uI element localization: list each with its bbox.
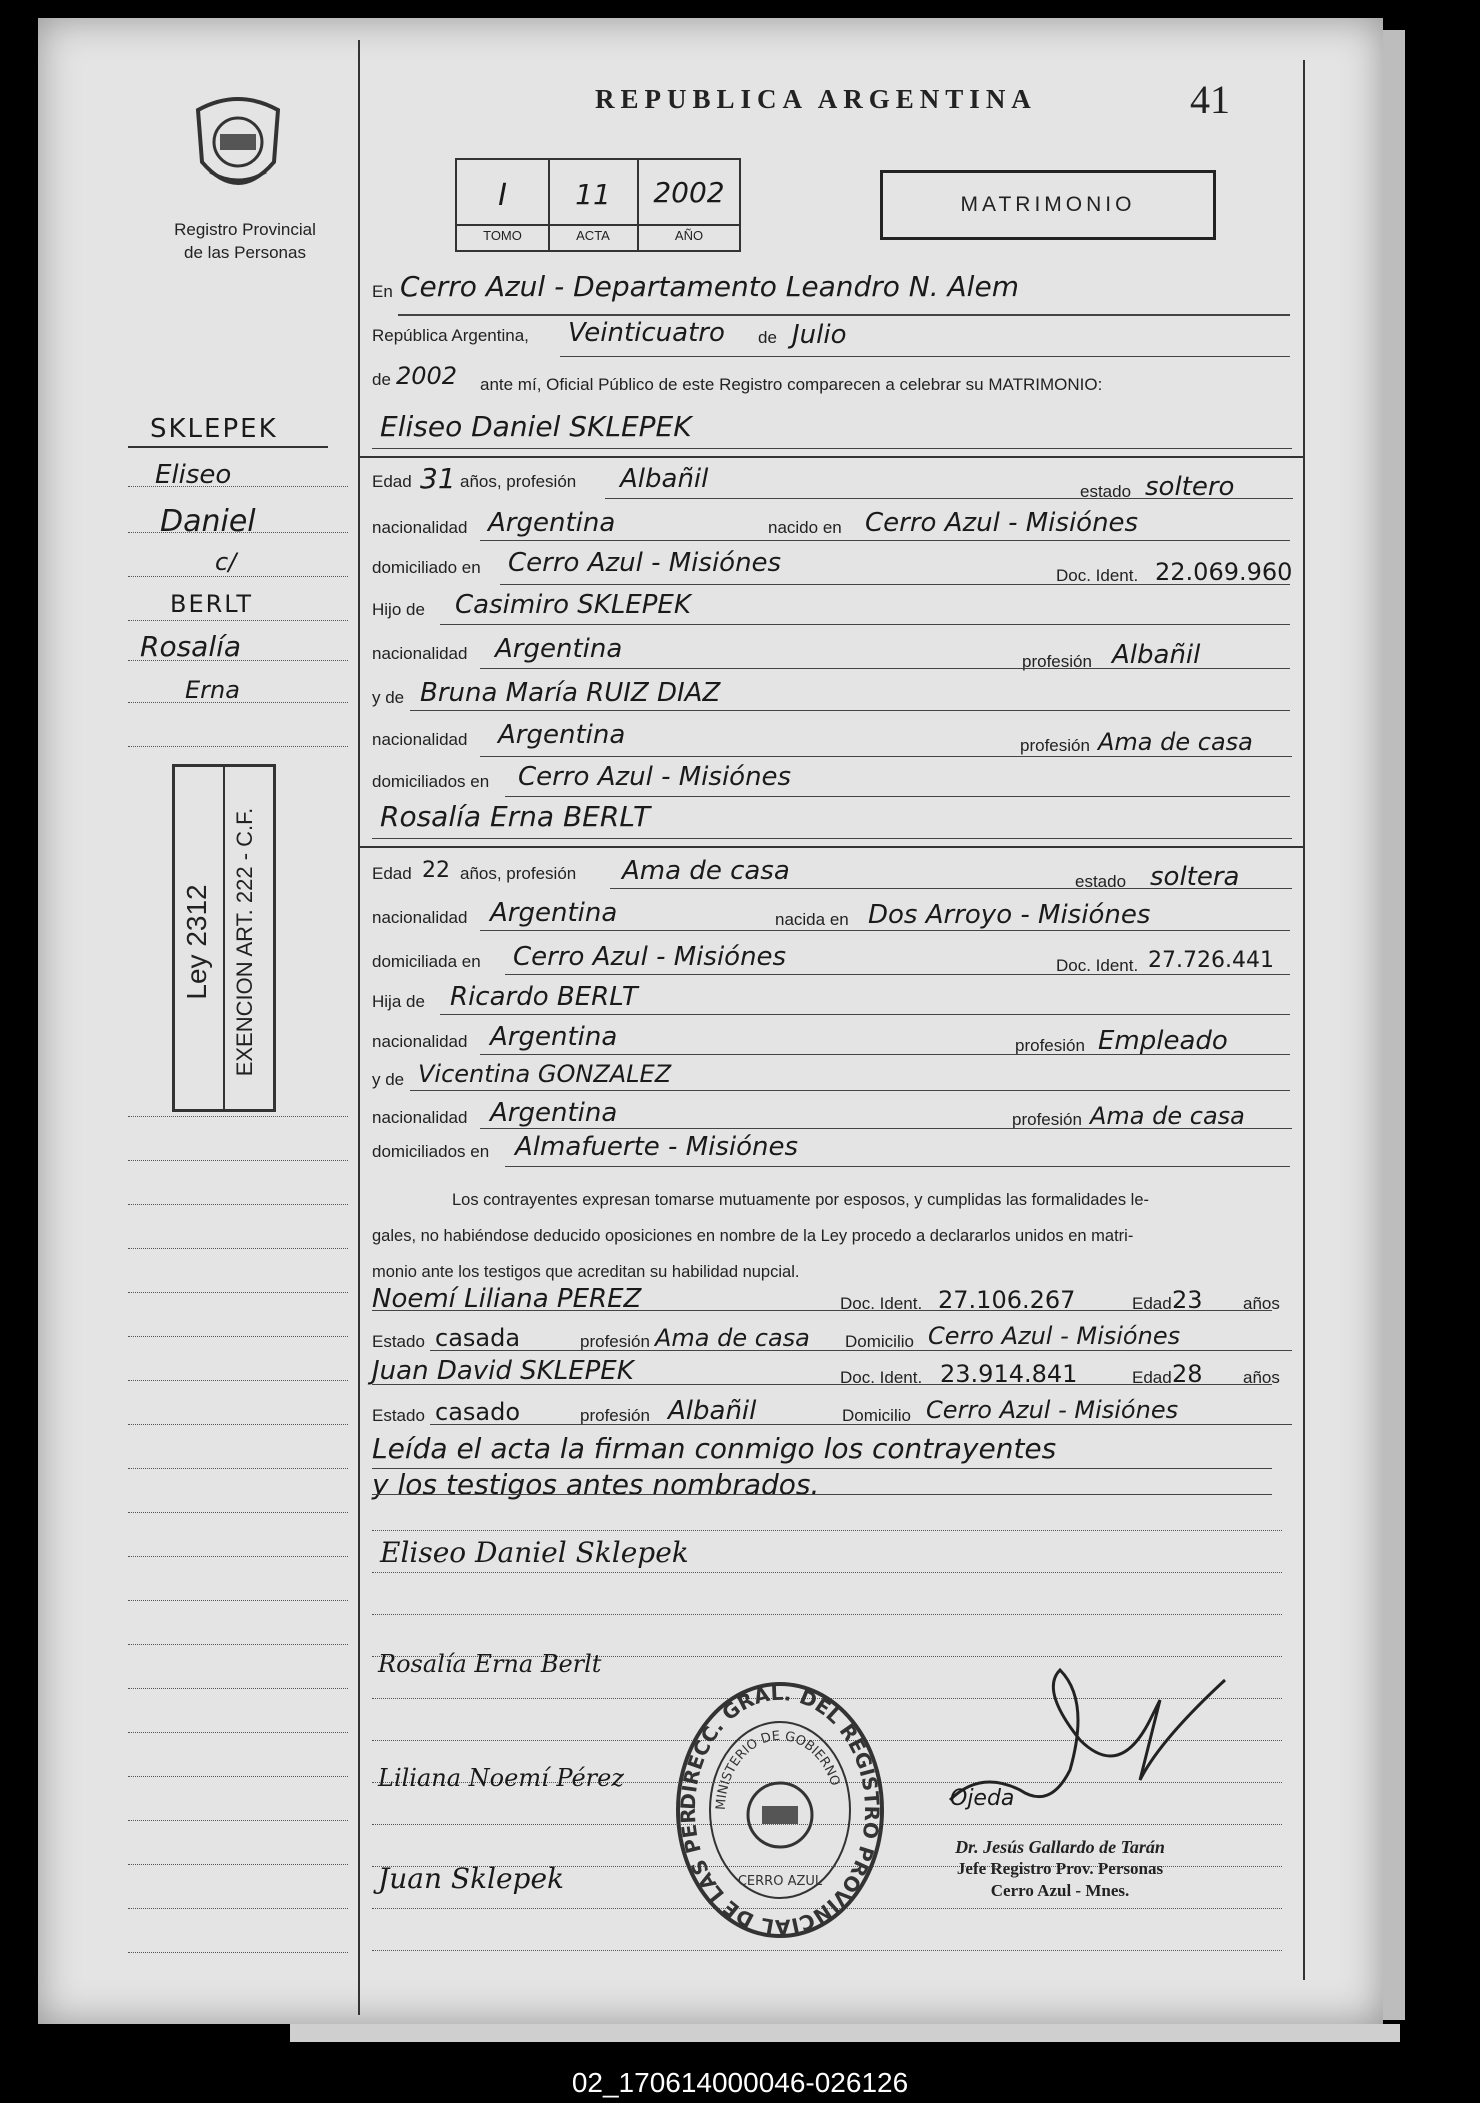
witness2-estado-label: Estado bbox=[372, 1406, 425, 1425]
bride-father: Ricardo BERLT bbox=[450, 982, 638, 1012]
declaration-line1: Los contrayentes expresan tomarse mutuamente por esposos, y cumplidas las formalidades le- bbox=[452, 1191, 1150, 1209]
intro-text: ante mí, Oficial Público de este Registro comparecen a celebrar su MATRIMONIO: bbox=[480, 375, 1103, 394]
margin-name1a: Eliseo bbox=[155, 460, 232, 490]
tomo-acta-box bbox=[455, 158, 741, 252]
groom-full-name: Eliseo Daniel SKLEPEK bbox=[380, 410, 692, 443]
groom-mother: Bruna María RUIZ DIAZ bbox=[420, 678, 721, 708]
book-edge-bottom bbox=[290, 2024, 1400, 2042]
groom-mother-nat-label: nacionalidad bbox=[372, 730, 468, 749]
closing-line1: Leída el acta la firman conmigo los contrayentes bbox=[372, 1432, 1057, 1465]
bride-parents-dom: Almafuerte - Misiónes bbox=[515, 1132, 799, 1162]
year-label: de bbox=[372, 370, 391, 389]
record-type-box: MATRIMONIO bbox=[880, 170, 1216, 240]
bride-mother-prof: Ama de casa bbox=[1090, 1102, 1245, 1130]
groom-domicile: Cerro Azul - Misiónes bbox=[508, 548, 782, 578]
bride-father-nat-label: nacionalidad bbox=[372, 1032, 468, 1051]
closing-line2: y los testigos antes nombrados. bbox=[372, 1468, 820, 1501]
bride-age: 22 bbox=[422, 858, 450, 883]
groom-father-nat-label: nacionalidad bbox=[372, 644, 468, 663]
witness1-domicilio-label: Domicilio bbox=[845, 1332, 914, 1351]
groom-doc: 22.069.960 bbox=[1155, 558, 1293, 586]
stamp-ley: Ley 2312 bbox=[181, 884, 212, 1000]
exemption-stamp bbox=[172, 764, 276, 1112]
groom-edad-label: Edad bbox=[372, 472, 412, 491]
witness2-anos-label: años bbox=[1243, 1368, 1280, 1387]
bride-dom-label: domiciliada en bbox=[372, 952, 481, 971]
groom-parents-dom: Cerro Azul - Misiónes bbox=[518, 762, 792, 792]
groom-birthplace: Cerro Azul - Misiónes bbox=[865, 508, 1139, 538]
witness1-profession: Ama de casa bbox=[655, 1324, 810, 1352]
groom-mother-prof: Ama de casa bbox=[1098, 728, 1253, 756]
declaration-line2: gales, no habiéndose deducido oposiciones en nombre de la Ley procedo a declararlos unidos en matri- bbox=[372, 1227, 1134, 1245]
bride-edad-label: Edad bbox=[372, 864, 412, 883]
bride-father-prof-label: profesión bbox=[1015, 1036, 1085, 1055]
groom-doc-label: Doc. Ident. bbox=[1056, 566, 1139, 585]
signature-witness1: Liliana Noemí Pérez bbox=[378, 1764, 624, 1792]
stamp-exencion: EXENCION ART. 222 - C.F. bbox=[232, 807, 257, 1077]
right-border bbox=[1303, 60, 1305, 1980]
groom-mother-prof-label: profesión bbox=[1020, 736, 1090, 755]
official-name: Dr. Jesús Gallardo de Tarán bbox=[955, 1837, 1165, 1857]
signature-witness2: Juan Sklepek bbox=[378, 1862, 565, 1895]
witness1-anos-label: años bbox=[1243, 1294, 1280, 1313]
witness1-age: 23 bbox=[1172, 1286, 1203, 1314]
witness1-edad-label: Edad bbox=[1132, 1294, 1172, 1313]
bride-father-nat: Argentina bbox=[490, 1022, 618, 1052]
witness1-estado: casada bbox=[435, 1324, 521, 1352]
official-stamp bbox=[910, 1836, 1210, 1902]
groom-nationality: Argentina bbox=[488, 508, 616, 538]
witness1-doc: 27.106.267 bbox=[938, 1286, 1076, 1314]
official-place: Cerro Azul - Mnes. bbox=[990, 1881, 1130, 1900]
witness1-estado-label: Estado bbox=[372, 1332, 425, 1351]
groom-estado: soltero bbox=[1145, 472, 1235, 502]
bride-birthplace: Dos Arroyo - Misiónes bbox=[868, 900, 1151, 930]
bride-hija-label: Hija de bbox=[372, 992, 425, 1011]
bride-nationality: Argentina bbox=[490, 898, 618, 928]
republica-label: República Argentina, bbox=[372, 326, 529, 345]
witness2-domicile: Cerro Azul - Misiónes bbox=[926, 1396, 1179, 1424]
margin-conj: c/ bbox=[215, 548, 237, 576]
groom-parents-dom-label: domiciliados en bbox=[372, 772, 490, 791]
registry-name: Registro Provincial de las Personas bbox=[174, 220, 316, 262]
anio-value: 2002 bbox=[653, 176, 725, 209]
country-title: REPUBLICA ARGENTINA bbox=[595, 84, 1037, 114]
witness2-edad-label: Edad bbox=[1132, 1368, 1172, 1387]
groom-hijo-label: Hijo de bbox=[372, 600, 425, 619]
margin-surname2: BERLT bbox=[170, 590, 254, 618]
bride-mother-nat-label: nacionalidad bbox=[372, 1108, 468, 1127]
witness2-domicilio-label: Domicilio bbox=[842, 1406, 911, 1425]
signature-bride: Rosalía Erna Berlt bbox=[378, 1650, 602, 1678]
official-title: Jefe Registro Prov. Personas bbox=[956, 1859, 1164, 1878]
witness1-doc-label: Doc. Ident. bbox=[840, 1294, 923, 1313]
tomo-value: I bbox=[498, 178, 507, 213]
anio-label: AÑO bbox=[674, 228, 704, 243]
official-signature-text: Ojeda bbox=[950, 1786, 1015, 1811]
groom-nac-label: nacionalidad bbox=[372, 518, 468, 537]
bride-mother: Vicentina GONZALEZ bbox=[418, 1060, 672, 1088]
witness2-doc-label: Doc. Ident. bbox=[840, 1368, 923, 1387]
bride-parents-dom-label: domiciliados en bbox=[372, 1142, 490, 1161]
groom-yde-label: y de bbox=[372, 688, 405, 707]
bride-mother-prof-label: profesión bbox=[1012, 1110, 1082, 1129]
tomo-label: TOMO bbox=[483, 228, 522, 243]
bride-anos-profesion: años, profesión bbox=[460, 864, 577, 883]
bride-doc-label: Doc. Ident. bbox=[1056, 956, 1139, 975]
en-label: En bbox=[372, 282, 393, 301]
groom-nacido-label: nacido en bbox=[768, 518, 842, 537]
margin-divider bbox=[358, 40, 360, 2015]
groom-father-prof-label: profesión bbox=[1022, 652, 1092, 671]
groom-mother-nat: Argentina bbox=[498, 720, 626, 750]
acta-value: 11 bbox=[575, 178, 611, 211]
month: Julio bbox=[792, 320, 847, 350]
witness1-domicile: Cerro Azul - Misiónes bbox=[928, 1322, 1181, 1350]
bride-nacida-label: nacida en bbox=[775, 910, 849, 929]
seal-inner-text: MINISTERIO DE GOBIERNO bbox=[713, 1728, 843, 1811]
bride-profession: Ama de casa bbox=[622, 856, 790, 886]
place: Cerro Azul - Departamento Leandro N. Alem bbox=[400, 270, 1019, 303]
groom-age: 31 bbox=[420, 462, 456, 495]
groom-father-prof: Albañil bbox=[1112, 640, 1201, 670]
margin-surname1: SKLEPEK bbox=[150, 414, 278, 444]
groom-dom-label: domiciliado en bbox=[372, 558, 481, 577]
groom-father: Casimiro SKLEPEK bbox=[455, 590, 691, 620]
bride-estado: soltera bbox=[1150, 862, 1240, 892]
margin-name1b: Daniel bbox=[160, 504, 256, 539]
bride-father-prof: Empleado bbox=[1098, 1026, 1228, 1056]
seal-outer-text: DIRECC. GRAL. DEL REGISTRO PROVINCIAL DE LAS PER bbox=[675, 1680, 885, 1940]
bride-nac-label: nacionalidad bbox=[372, 908, 468, 927]
witness2-profesion-label: profesión bbox=[580, 1406, 650, 1425]
witness2-name: Juan David SKLEPEK bbox=[372, 1356, 634, 1386]
book-edge-right bbox=[1383, 30, 1405, 2020]
witness2-age: 28 bbox=[1172, 1360, 1203, 1388]
signature-groom: Eliseo Daniel Sklepek bbox=[380, 1536, 689, 1569]
witness2-profession: Albañil bbox=[668, 1396, 757, 1426]
bride-yde-label: y de bbox=[372, 1070, 405, 1089]
seal-city: CERRO AZUL bbox=[737, 1874, 823, 1889]
groom-estado-label: estado bbox=[1080, 482, 1132, 501]
declaration-line3: monio ante los testigos que acreditan su habilidad nupcial. bbox=[372, 1263, 800, 1281]
provincial-crest-icon bbox=[190, 92, 286, 202]
witness1-profesion-label: profesión bbox=[580, 1332, 650, 1351]
image-identifier: 02_170614000046-026126 bbox=[571, 2067, 909, 2098]
bride-doc: 27.726.441 bbox=[1148, 948, 1274, 973]
bride-estado-label: estado bbox=[1075, 872, 1127, 891]
witness2-estado: casado bbox=[435, 1398, 521, 1426]
margin-name2b: Erna bbox=[185, 676, 240, 704]
bride-full-name: Rosalía Erna BERLT bbox=[380, 800, 651, 833]
de-label: de bbox=[758, 328, 777, 347]
day: Veinticuatro bbox=[568, 318, 725, 348]
year: 2002 bbox=[396, 362, 458, 390]
witness2-doc: 23.914.841 bbox=[940, 1360, 1078, 1388]
bride-mother-nat: Argentina bbox=[490, 1098, 618, 1128]
declaration-text bbox=[372, 1182, 1290, 1290]
acta-label: ACTA bbox=[576, 228, 610, 243]
groom-anos-profesion: años, profesión bbox=[460, 472, 577, 491]
page-number: 41 bbox=[1190, 77, 1230, 122]
groom-profession: Albañil bbox=[620, 464, 709, 494]
bride-domicile: Cerro Azul - Misiónes bbox=[513, 942, 787, 972]
official-seal bbox=[670, 1680, 890, 1940]
groom-father-nat: Argentina bbox=[495, 634, 623, 664]
margin-name2a: Rosalía bbox=[140, 630, 242, 663]
witness1-name: Noemí Liliana PEREZ bbox=[372, 1284, 642, 1314]
